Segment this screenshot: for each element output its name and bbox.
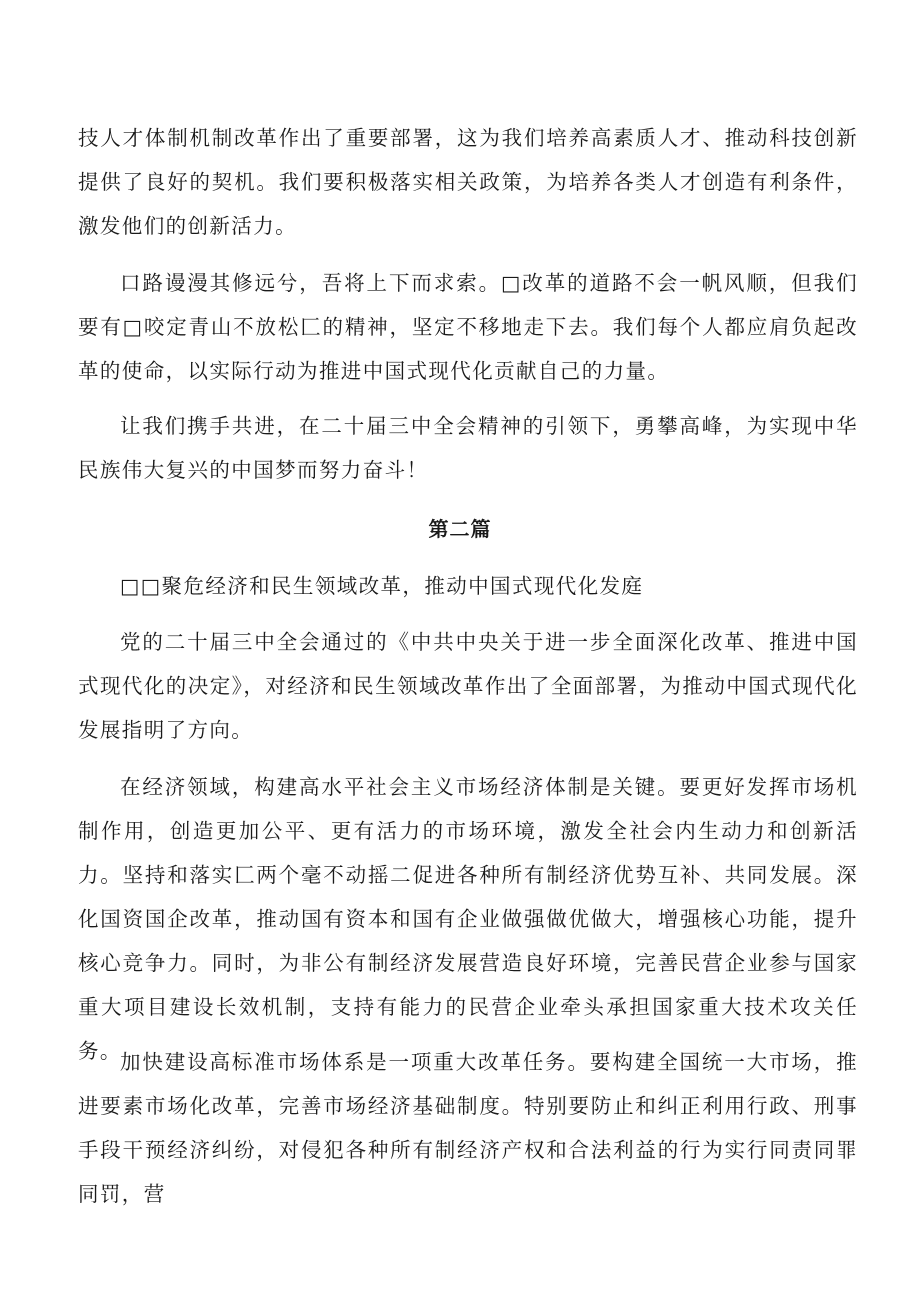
paragraph-talent-reform: 技人才体制机制改革作出了重要部署，这为我们培养高素质人才、推动科技创新提供了良好的契机。我们要积极落实相关政策，为培养各类人才创造有利条件，激发他们的创新活力。: [78, 126, 858, 238]
paragraph-plenary-decision: 党的二十届三中全会通过的《中共中央关于进一步全面深化改革、推进中国式现代化的决定》，对经济和民生领域改革作出了全面部署，为推动中国式现代化发展指明了方向。: [78, 630, 858, 742]
paragraph-market-system: 加快建设高标准市场体系是一项重大改革任务。要构建全国统一大市场，推进要素市场化改革，完善市场经济基础制度。特别要防止和纠正利用行政、刑事手段干预经济纠纷，对侵犯各种所有制经济产权和合法利益的行为实行同责同罪同罚，营: [78, 1050, 858, 1206]
article-subtitle: □□聚危经济和民生领域改革，推动中国式现代化发庭: [120, 574, 644, 598]
paragraph-economic-field: 在经济领域，构建高水平社会主义市场经济体制是关键。要更好发挥市场机制作用，创造更加公平、更有活力的市场环境，激发全社会内生动力和创新活力。坚持和落实匚两个毫不动摇二促进各种所有制经济优势互补、共同发展。深化国资国企改革，推动国有资本和国有企业做强做优做大，增强核心功能，提升核心竞争力。同时，为非公有制经济发展营造良好环境，完善民营企业参与国家重大项目建设长效机制，支持有能力的民营企业牵头承担国家重大技术攻关任务。: [78, 775, 858, 1063]
paragraph-closing-call: 让我们携手共进，在二十届三中全会精神的引领下，勇攀高峰，为实现中华民族伟大复兴的中国梦而努力奋斗！: [78, 414, 858, 482]
paragraph-reform-road: 口路谩漫其修远兮，吾将上下而求索。□改革的道路不会一帆风顺，但我们要有□咬定青山不放松匚的精神，坚定不移地走下去。我们每个人都应肩负起改革的使命，以实际行动为推进中国式现代化贡献自己的力量。: [78, 271, 858, 383]
section-heading: 第二篇: [428, 517, 492, 541]
